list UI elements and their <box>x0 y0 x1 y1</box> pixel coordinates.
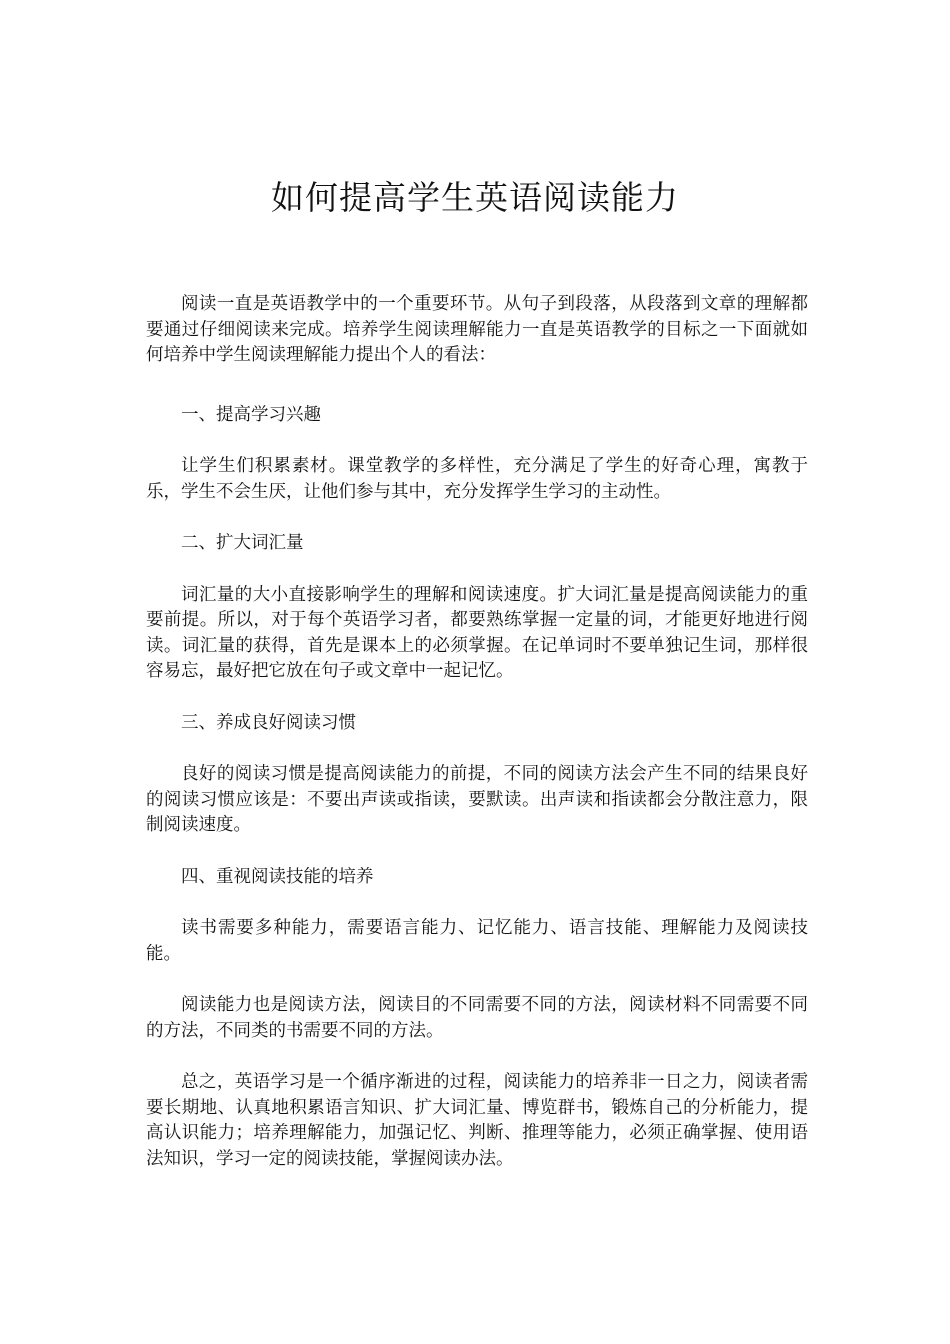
section-1-paragraph: 让学生们积累素材。课堂教学的多样性，充分满足了学生的好奇心理，寓教于乐，学生不会生厌，让他们参与其中，充分发挥学生学习的主动性。 <box>146 456 808 502</box>
section-heading-3: 三、养成良好阅读习惯 <box>181 712 356 733</box>
section-heading-4: 四、重视阅读技能的培养 <box>181 866 374 887</box>
section-heading-2: 二、扩大词汇量 <box>181 533 304 553</box>
section-4-paragraph-2: 阅读能力也是阅读方法，阅读目的不同需要不同的方法，阅读材料不同需要不同的方法，不同类的书需要不同的方法。 <box>146 995 808 1041</box>
section-3-paragraph: 良好的阅读习惯是提高阅读能力的前提，不同的阅读方法会产生不同的结果良好的阅读习惯应该是：不要出声读或指读，要默读。出声读和指读都会分散注意力，限制阅读速度。 <box>146 764 808 835</box>
section-2-paragraph: 词汇量的大小直接影响学生的理解和阅读速度。扩大词汇量是提高阅读能力的重要前提。所以，对于每个英语学习者，都要熟练掌握一定量的词，才能更好地进行阅读。词汇量的获得，首先是课本上的必须掌握。在记单词时不要单独记生词，那样很容易忘，最好把它放在句子或文章中一起记忆。 <box>146 584 808 681</box>
section-heading-1: 一、提高学习兴趣 <box>181 404 321 425</box>
document-title: 如何提高学生英语阅读能力 <box>271 178 679 217</box>
intro-paragraph: 阅读一直是英语教学中的一个重要环节。从句子到段落，从段落到文章的理解都要通过仔细阅读来完成。培养学生阅读理解能力一直是英语教学的目标之一下面就如何培养中学生阅读理解能力提出个人的看法： <box>146 294 808 365</box>
section-4-paragraph-1: 读书需要多种能力，需要语言能力、记忆能力、语言技能、理解能力及阅读技能。 <box>146 918 808 964</box>
document-body <box>146 292 808 1172</box>
conclusion-paragraph: 总之，英语学习是一个循序渐进的过程，阅读能力的培养非一日之力，阅读者需要长期地、认真地积累语言知识、扩大词汇量、博览群书，锻炼自己的分析能力，提高认识能力；培养理解能力，加强记忆、判断、推理等能力，必须正确掌握、使用语法知识，学习一定的阅读技能，掌握阅读办法。 <box>146 1072 808 1169</box>
